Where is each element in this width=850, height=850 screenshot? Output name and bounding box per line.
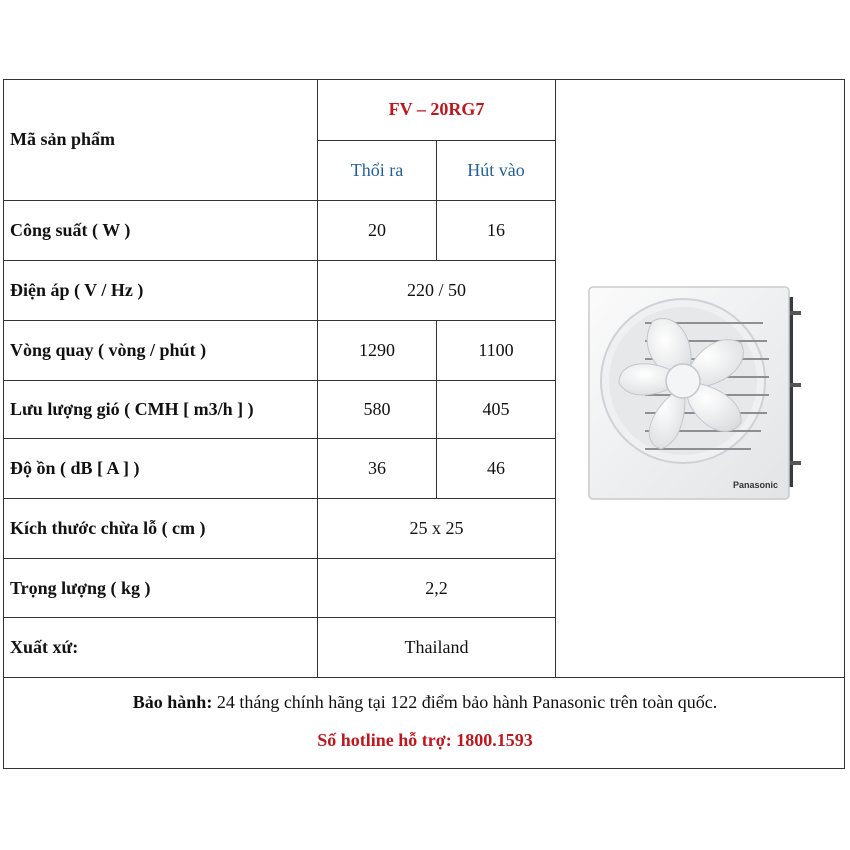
power-blow-value: 20 bbox=[368, 220, 386, 240]
table-footer-divider bbox=[3, 677, 845, 678]
column-divider bbox=[555, 79, 556, 677]
warranty-label: Bảo hành: bbox=[132, 692, 213, 712]
brand-logo: Panasonic bbox=[733, 480, 779, 490]
row-label-speed: Vòng quay ( vòng / phút ) bbox=[10, 340, 207, 360]
mode-suck-header: Hút vào bbox=[467, 160, 525, 180]
row-label-weight: Trọng lượng ( kg ) bbox=[10, 577, 151, 598]
row-label-airflow: Lưu lượng gió ( CMH [ m3/h ] ) bbox=[10, 399, 254, 419]
speed-suck-value: 1100 bbox=[478, 340, 514, 360]
row-label-power: Công suất ( W ) bbox=[10, 220, 131, 240]
model-label: Mã sản phẩm bbox=[10, 129, 116, 149]
row-label-cutout-size: Kích thước chừa lỗ ( cm ) bbox=[10, 518, 206, 538]
row-label-origin: Xuất xứ: bbox=[10, 637, 79, 657]
fan-hub bbox=[666, 364, 700, 398]
power-suck-value: 16 bbox=[487, 220, 505, 240]
cutout-size-value: 25 x 25 bbox=[409, 518, 464, 538]
airflow-suck-value: 405 bbox=[482, 399, 510, 419]
warranty-line bbox=[0, 692, 850, 720]
voltage-value: 220 / 50 bbox=[406, 280, 466, 300]
speed-blow-value: 1290 bbox=[359, 340, 395, 360]
exhaust-fan-image bbox=[583, 283, 813, 513]
noise-blow-value: 36 bbox=[368, 458, 386, 478]
hotline-text: Số hotline hỗ trợ: 1800.1593 bbox=[317, 730, 533, 750]
airflow-blow-value: 580 bbox=[363, 399, 391, 419]
weight-value: 2,2 bbox=[425, 577, 448, 598]
model-value: FV – 20RG7 bbox=[388, 99, 485, 119]
mode-blow-header: Thổi ra bbox=[350, 160, 404, 180]
warranty-text: 24 tháng chính hãng tại 122 điểm bảo hành Panasonic trên toàn quốc. bbox=[212, 692, 718, 712]
origin-value: Thailand bbox=[404, 637, 469, 657]
row-label-voltage: Điện áp ( V / Hz ) bbox=[10, 280, 144, 300]
row-label-noise: Độ ồn ( dB [ A ] ) bbox=[10, 458, 140, 478]
noise-suck-value: 46 bbox=[487, 458, 505, 478]
